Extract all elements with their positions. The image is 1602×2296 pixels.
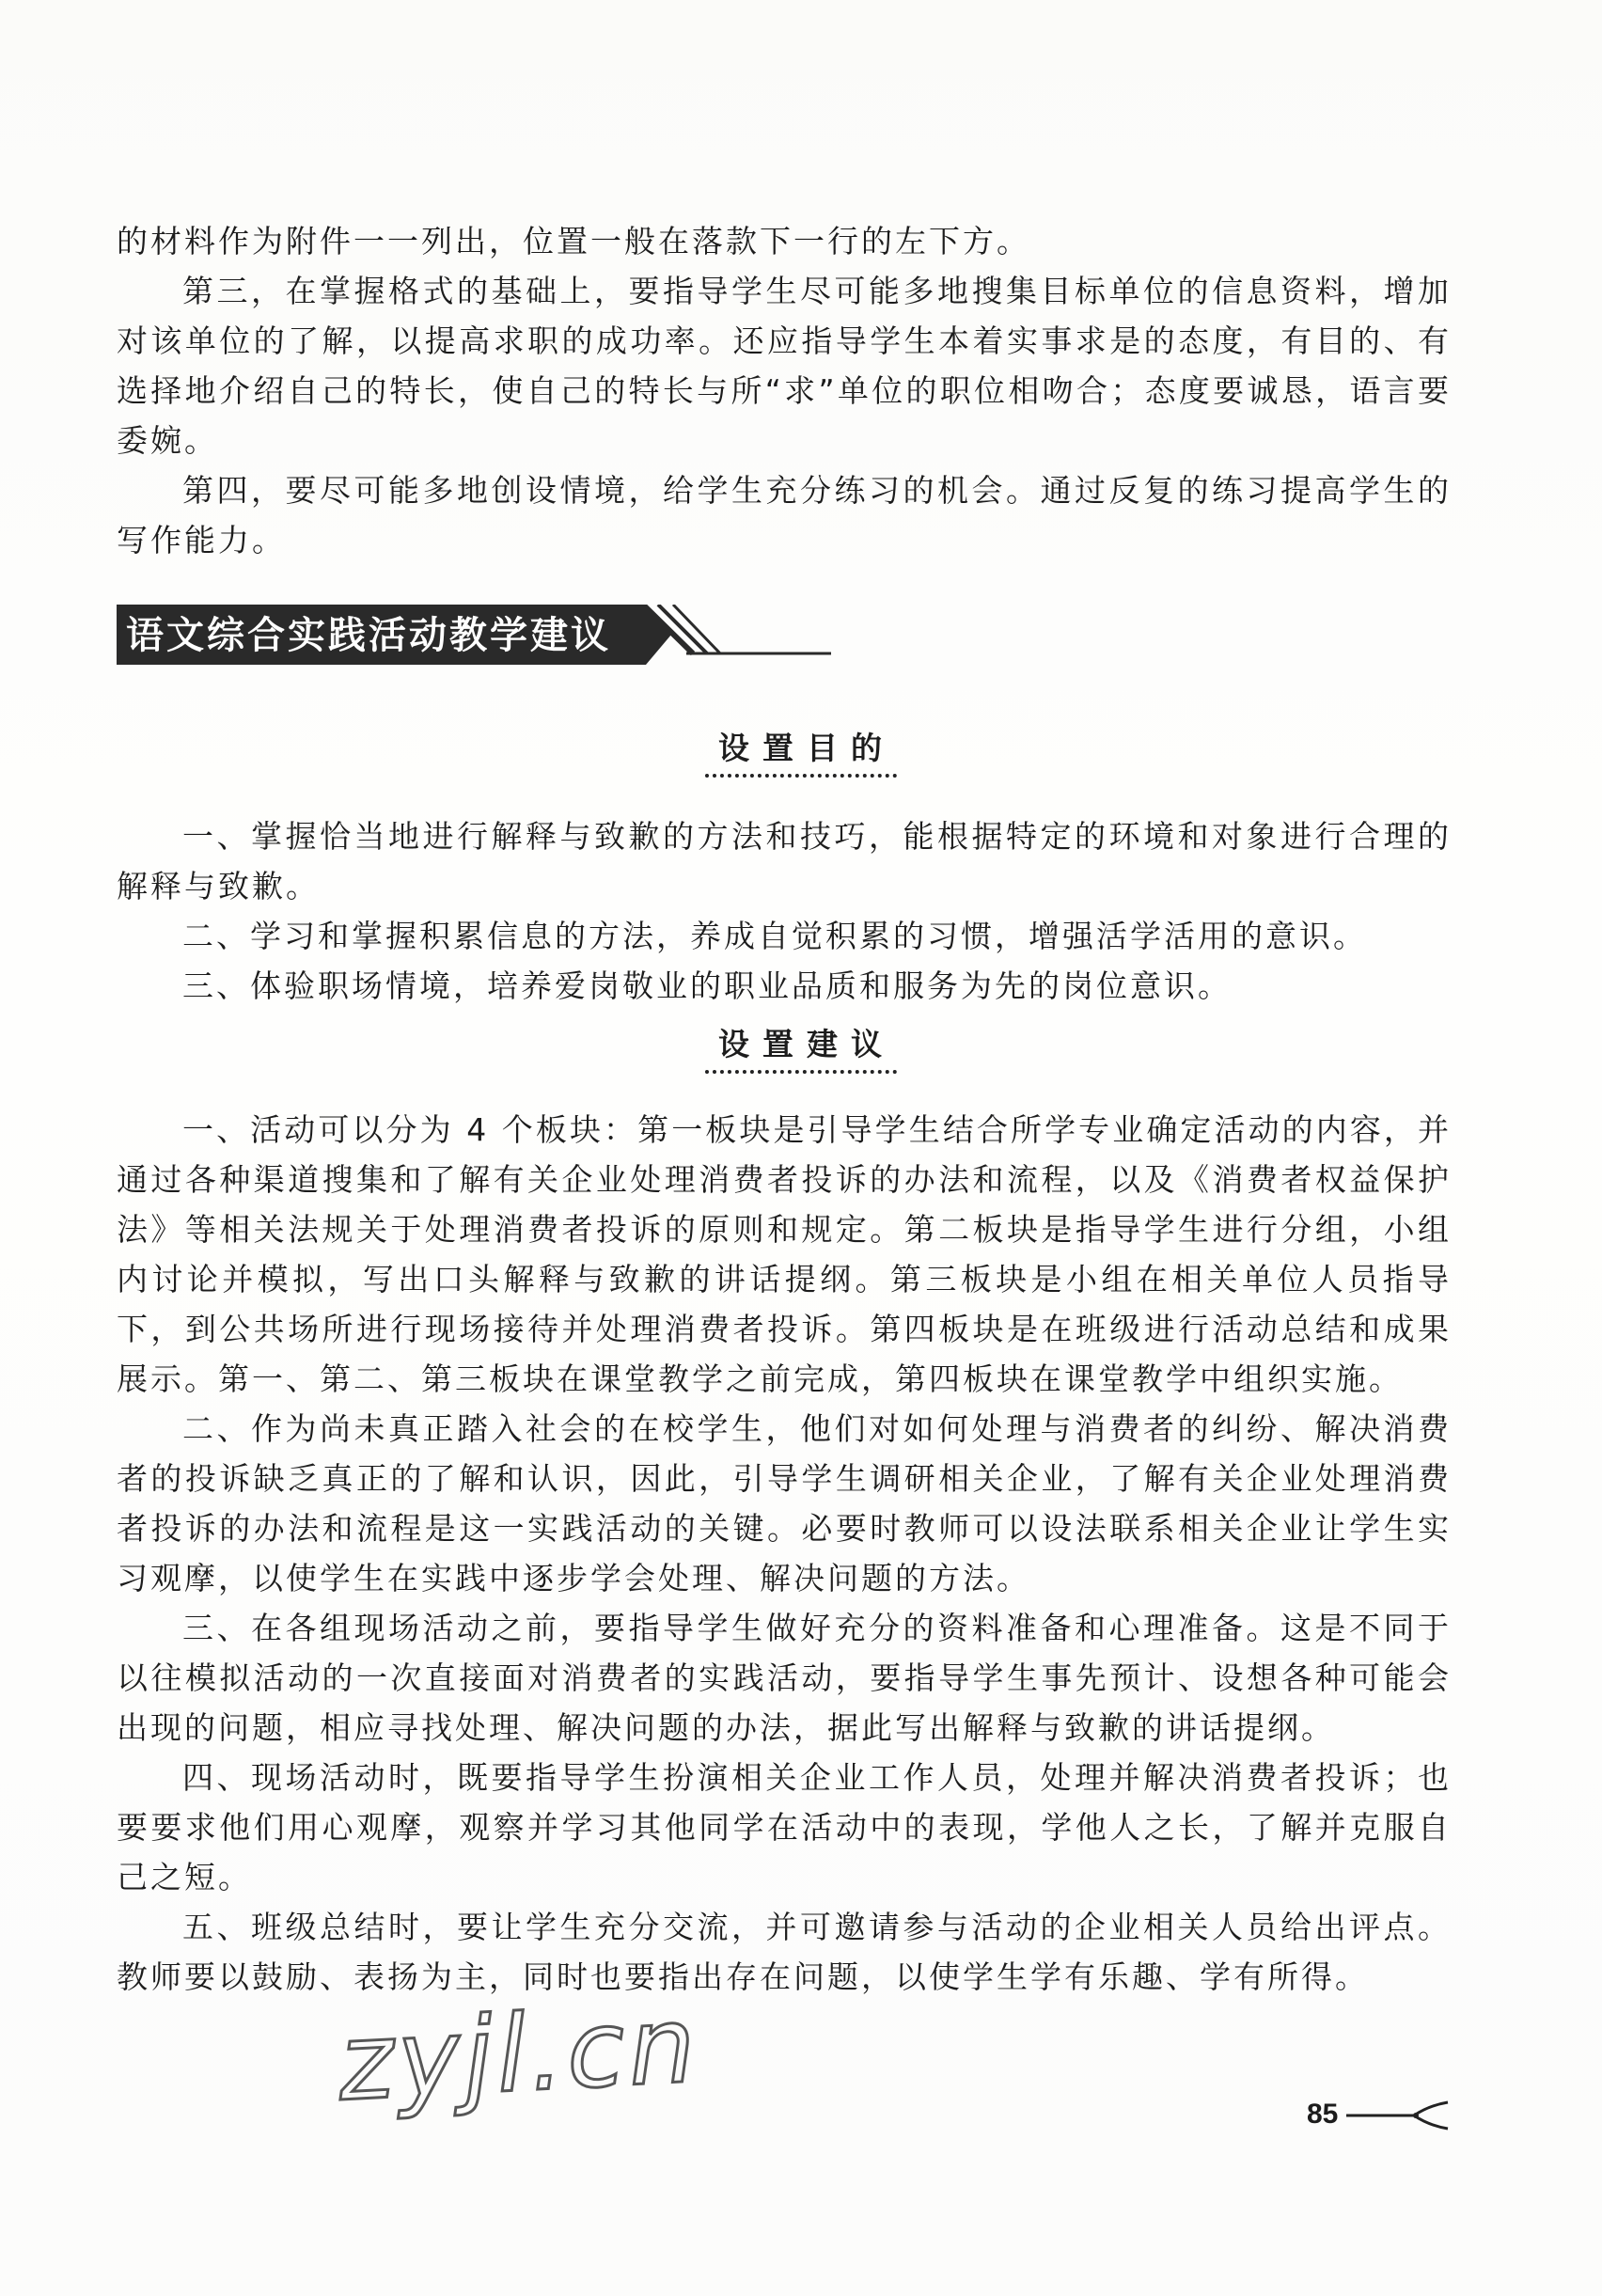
section-banner — [117, 605, 831, 668]
list-item: 四、现场活动时，既要指导学生扮演相关企业工作人员，处理并解决消费者投诉；也要要求他们用心观摩，观察并学习其他同学在活动中的表现，学他人之长，了解并克服自己之短。 — [117, 1759, 1452, 1895]
purpose-heading: 设置目的 — [0, 724, 1602, 778]
purpose-list — [117, 811, 1452, 1011]
list-item: 一、活动可以分为 4 个板块：第一板块是引导学生结合所学专业确定活动的内容，并通过各种渠道搜集和了解有关企业处理消费者投诉的办法和流程，以及《消费者权益保护法》等相关法规关于处理消费者投诉的原则和规定。第二板块是指导学生进行分组，小组内讨论并模拟，写出口头解释与致歉的讲话提纲。第三板块是小组在相关单位人员指导下，到公共场所进行现场接待并处理消费者投诉。第四板块是在班级进行活动总结和成果展示。第一、第二、第三板块在课堂教学之前完成，第四板块在课堂教学中组织实施。 — [117, 1111, 1452, 1397]
suggestions-heading: 设置建议 — [0, 1020, 1602, 1074]
watermark: zyjl.cn — [335, 1984, 702, 2125]
list-item: 三、体验职场情境，培养爱岗敬业的职业品质和服务为先的岗位意识。 — [182, 967, 1232, 1004]
suggestions-list — [117, 1105, 1452, 2002]
list-item: 一、掌握恰当地进行解释与致歉的方法和技巧，能根据特定的环境和对象进行合理的解释与致歉。 — [117, 818, 1452, 904]
paragraph: 的材料作为附件一一列出，位置一般在落款下一行的左下方。 — [117, 223, 1030, 259]
list-item: 三、在各组现场活动之前，要指导学生做好充分的资料准备和心理准备。这是不同于以往模拟活动的一次直接面对消费者的实践活动，要指导学生事先预计、设想各种可能会出现的问题，相应寻找处理、解决问题的办法，据此写出解释与致歉的讲话提纲。 — [117, 1610, 1452, 1746]
list-item: 五、班级总结时，要让学生充分交流，并可邀请参与活动的企业相关人员给出评点。教师要以鼓励、表扬为主，同时也要指出存在问题，以使学生学有乐趣、学有所得。 — [117, 1909, 1452, 1995]
paragraph: 第三，在掌握格式的基础上，要指导学生尽可能多地搜集目标单位的信息资料，增加对该单位的了解，以提高求职的成功率。还应指导学生本着实事求是的态度，有目的、有选择地介绍自己的特长，使自己的特长与所“求”单位的职位相吻合；态度要诚恳，语言要委婉。 — [117, 273, 1452, 459]
intro-text — [117, 216, 1452, 565]
section-title: 语文综合实践活动教学建议 — [126, 614, 611, 657]
list-item: 二、学习和掌握积累信息的方法，养成自觉积累的习惯，增强活学活用的意识。 — [182, 918, 1367, 954]
paragraph: 第四，要尽可能多地创设情境，给学生充分练习的机会。通过反复的练习提高学生的写作能力。 — [117, 472, 1452, 558]
page-corner-ornament-icon — [1346, 2099, 1450, 2132]
page-number: 85 — [1307, 2099, 1339, 2130]
list-item: 二、作为尚未真正踏入社会的在校学生，他们对如何处理与消费者的纠纷、解决消费者的投诉缺乏真正的了解和认识，因此，引导学生调研相关企业，了解有关企业处理消费者投诉的办法和流程是这一实践活动的关键。必要时教师可以设法联系相关企业让学生实习观摩，以使学生在实践中逐步学会处理、解决问题的方法。 — [117, 1410, 1452, 1596]
